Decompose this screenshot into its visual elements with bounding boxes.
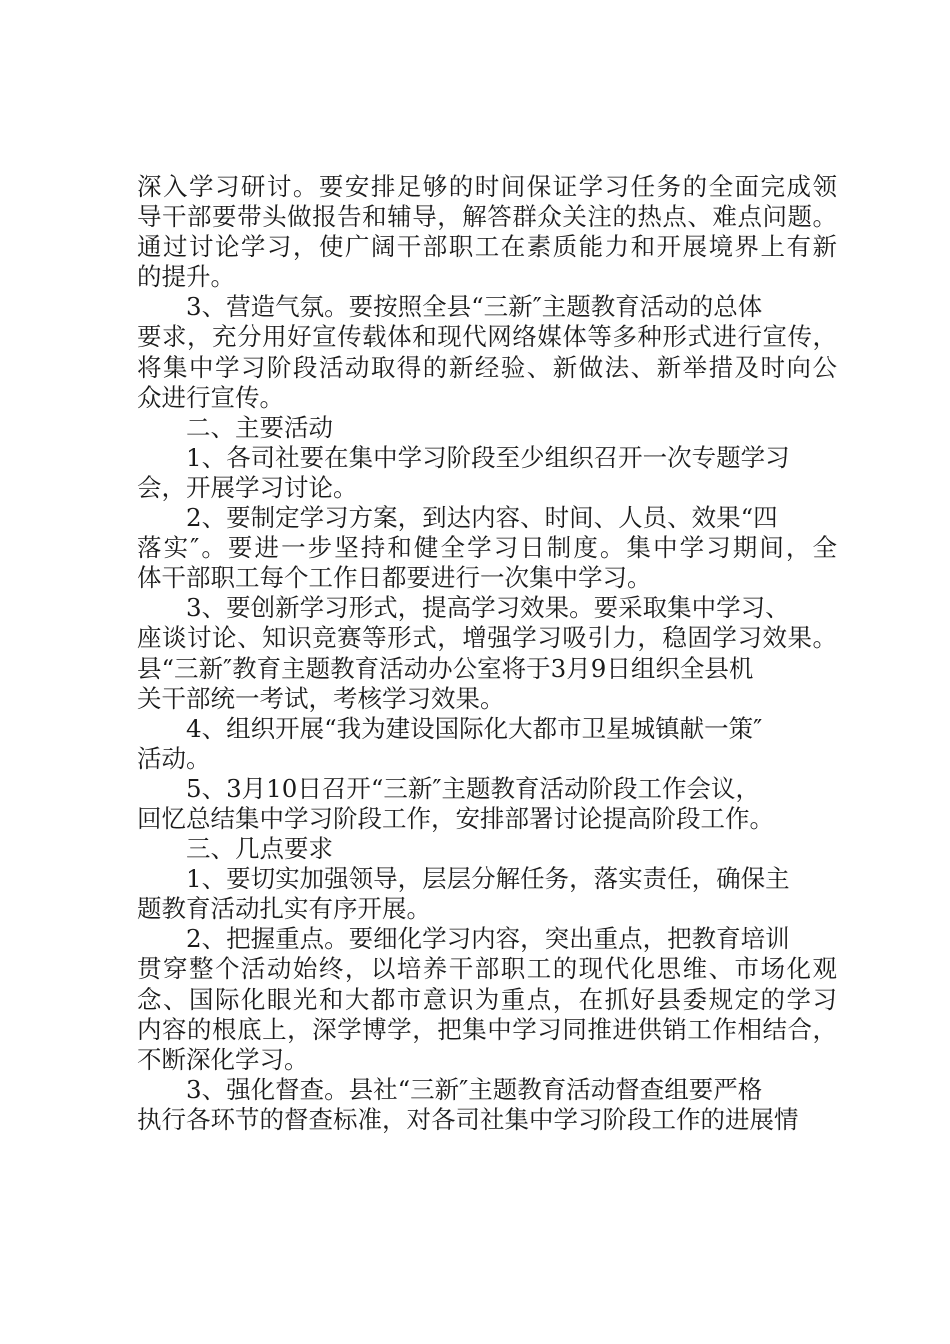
paragraph-line: 回忆总结集中学习阶段工作，安排部署讨论提高阶段工作。	[137, 803, 774, 833]
document-body	[137, 172, 837, 1135]
paragraph-line: 内容的根底上，深学博学，把集中学习同推进供销工作相结合，	[137, 1014, 837, 1044]
section-heading: 二、主要活动	[186, 412, 333, 442]
paragraph-line: 3、要创新学习形式，提高学习效果。要采取集中学习、	[186, 593, 790, 623]
paragraph-line: 活动。	[137, 743, 211, 773]
paragraph-line: 众进行宣传。	[137, 382, 284, 412]
paragraph-line: 县“三新″教育主题教育活动办公室将于3月9日组织全县机	[137, 653, 754, 683]
paragraph-line: 关干部统一考试，考核学习效果。	[137, 683, 505, 713]
paragraph-line: 题教育活动扎实有序开展。	[137, 894, 431, 924]
paragraph-line: 1、各司社要在集中学习阶段至少组织召开一次专题学习	[186, 442, 790, 472]
paragraph-line: 2、要制定学习方案，到达内容、时间、人员、效果“四	[186, 503, 778, 533]
paragraph-line: 3、营造气氛。要按照全县“三新″主题教育活动的总体	[186, 292, 763, 322]
paragraph-line: 座谈讨论、知识竞赛等形式，增强学习吸引力，稳固学习效果。	[137, 623, 837, 653]
section-heading: 三、几点要求	[186, 834, 333, 864]
paragraph-line: 的提升。	[137, 262, 235, 292]
paragraph-line: 将集中学习阶段活动取得的新经验、新做法、新举措及时向公	[137, 352, 837, 382]
paragraph-line: 会，开展学习讨论。	[137, 472, 358, 502]
paragraph-line: 念、国际化眼光和大都市意识为重点，在抓好县委规定的学习	[137, 984, 837, 1014]
paragraph-line: 要求，充分用好宣传载体和现代网络媒体等多种形式进行宣传，	[137, 322, 837, 352]
paragraph-line: 深入学习研讨。要安排足够的时间保证学习任务的全面完成领	[137, 172, 837, 201]
paragraph-line: 1、要切实加强领导，层层分解任务，落实责任，确保主	[186, 864, 790, 894]
paragraph-line: 执行各环节的督查标准，对各司社集中学习阶段工作的进展情	[137, 1104, 799, 1134]
paragraph-line: 通过讨论学习，使广阔干部职工在素质能力和开展境界上有新	[137, 232, 837, 262]
paragraph-line: 4、组织开展“我为建设国际化大都市卫星城镇献一策″	[186, 713, 763, 743]
paragraph-line: 2、把握重点。要细化学习内容，突出重点，把教育培训	[186, 924, 790, 954]
paragraph-line: 5、3月10日召开“三新″主题教育活动阶段工作会议，	[186, 773, 761, 803]
paragraph-line: 贯穿整个活动始终，以培养干部职工的现代化思维、市场化观	[137, 954, 837, 984]
paragraph-line: 导干部要带头做报告和辅导，解答群众关注的热点、难点问题。	[137, 202, 837, 232]
paragraph-line: 落实″。要进一步坚持和健全学习日制度。集中学习期间，全	[137, 533, 837, 563]
paragraph-line: 3、强化督查。县社“三新″主题教育活动督查组要严格	[186, 1074, 763, 1104]
paragraph-line: 不断深化学习。	[137, 1044, 309, 1074]
paragraph-line: 体干部职工每个工作日都要进行一次集中学习。	[137, 563, 652, 593]
